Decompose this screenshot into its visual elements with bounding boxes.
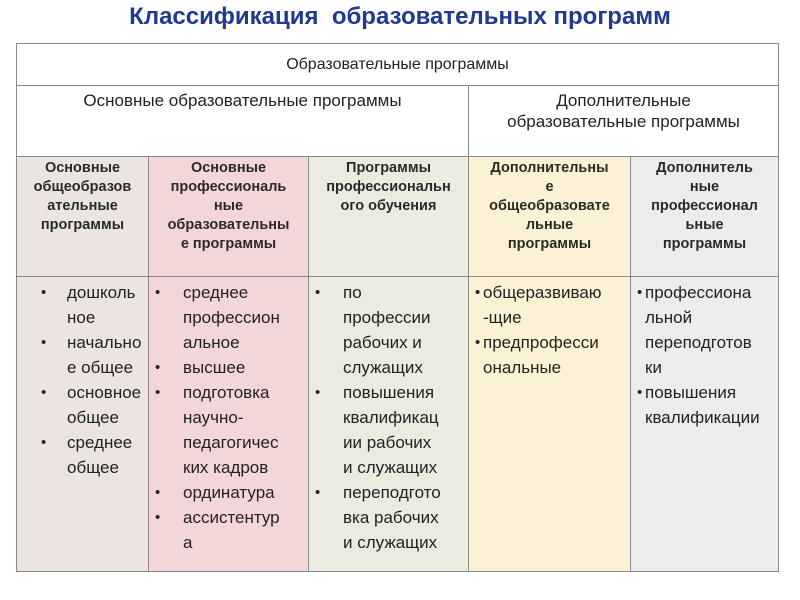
column-header-general-education-label: Основные общеобразов ательные программы (33, 160, 132, 233)
column-header-additional-general (468, 156, 631, 277)
list-item: • дошколь ное (17, 280, 148, 330)
list-item: • подготовка научно- педагогичес ких кадров (149, 380, 308, 480)
group-additional-programs-label: Дополнительные образовательные программы (507, 91, 740, 131)
header-educational-programs (16, 43, 779, 86)
list-item: • общеразвиваю -щие (469, 280, 630, 330)
additional-professional-list (631, 280, 778, 430)
page-title: Классификация образовательных программ (129, 3, 671, 30)
list-item: • основное общее (17, 380, 148, 430)
column-header-vocational-training-label: Программы профессиональн ого обучения (326, 160, 451, 214)
bullet-icon: • (41, 284, 47, 301)
list-item: • по профессии рабочих и служащих (309, 280, 468, 380)
professional-education-list (149, 280, 308, 555)
column-header-additional-professional (630, 156, 779, 277)
column-header-professional-education-label: Основные профессиональ ные образовательны е программы (167, 160, 290, 252)
list-item: • ординатура (149, 480, 308, 505)
group-basic-programs-label: Основные образовательные программы (83, 91, 402, 110)
vocational-training-list (309, 280, 468, 555)
column-body-additional-general (468, 276, 631, 572)
bullet-icon: • (155, 284, 161, 301)
bullet-icon: • (155, 509, 161, 526)
group-basic-programs (16, 85, 469, 157)
bullet-icon: • (315, 484, 321, 501)
column-header-professional-education (148, 156, 309, 277)
column-header-vocational-training (308, 156, 469, 277)
additional-general-list (469, 280, 630, 380)
list-item: • профессиона льной переподготов ки (631, 280, 778, 380)
list-item: • повышения квалификац ии рабочих и служащих (309, 380, 468, 480)
list-item: • начально е общее (17, 330, 148, 380)
list-item: • среднее профессион альное (149, 280, 308, 355)
bullet-icon: • (475, 284, 481, 301)
bullet-icon: • (315, 384, 321, 401)
bullet-icon: • (155, 384, 161, 401)
bullet-icon: • (41, 334, 47, 351)
bullet-icon: • (637, 284, 643, 301)
general-education-list (35, 280, 148, 480)
list-item: • переподгото вка рабочих и служащих (309, 480, 468, 555)
list-item: • повышения квалификации (631, 380, 778, 430)
bullet-icon: • (41, 384, 47, 401)
bullet-icon: • (155, 359, 161, 376)
header-educational-programs-label: Образовательные программы (286, 55, 509, 73)
group-additional-programs (468, 85, 779, 157)
column-header-additional-professional-label: Дополнитель ные профессионал ьные программы (651, 160, 758, 252)
bullet-icon: • (155, 484, 161, 501)
list-item: • предпрофесси ональные (469, 330, 630, 380)
list-item: • среднее общее (17, 430, 148, 480)
bullet-icon: • (637, 384, 643, 401)
column-header-additional-general-label: Дополнительны е общеобразовате льные программы (489, 160, 610, 252)
column-body-vocational-training (308, 276, 469, 572)
bullet-icon: • (315, 284, 321, 301)
column-body-additional-professional (630, 276, 779, 572)
column-body-professional-education (148, 276, 309, 572)
column-body-general-education (16, 276, 149, 572)
list-item: • высшее (149, 355, 308, 380)
bullet-icon: • (475, 334, 481, 351)
column-header-general-education (16, 156, 149, 277)
bullet-icon: • (41, 434, 47, 451)
list-item: • ассистентур а (149, 505, 308, 555)
